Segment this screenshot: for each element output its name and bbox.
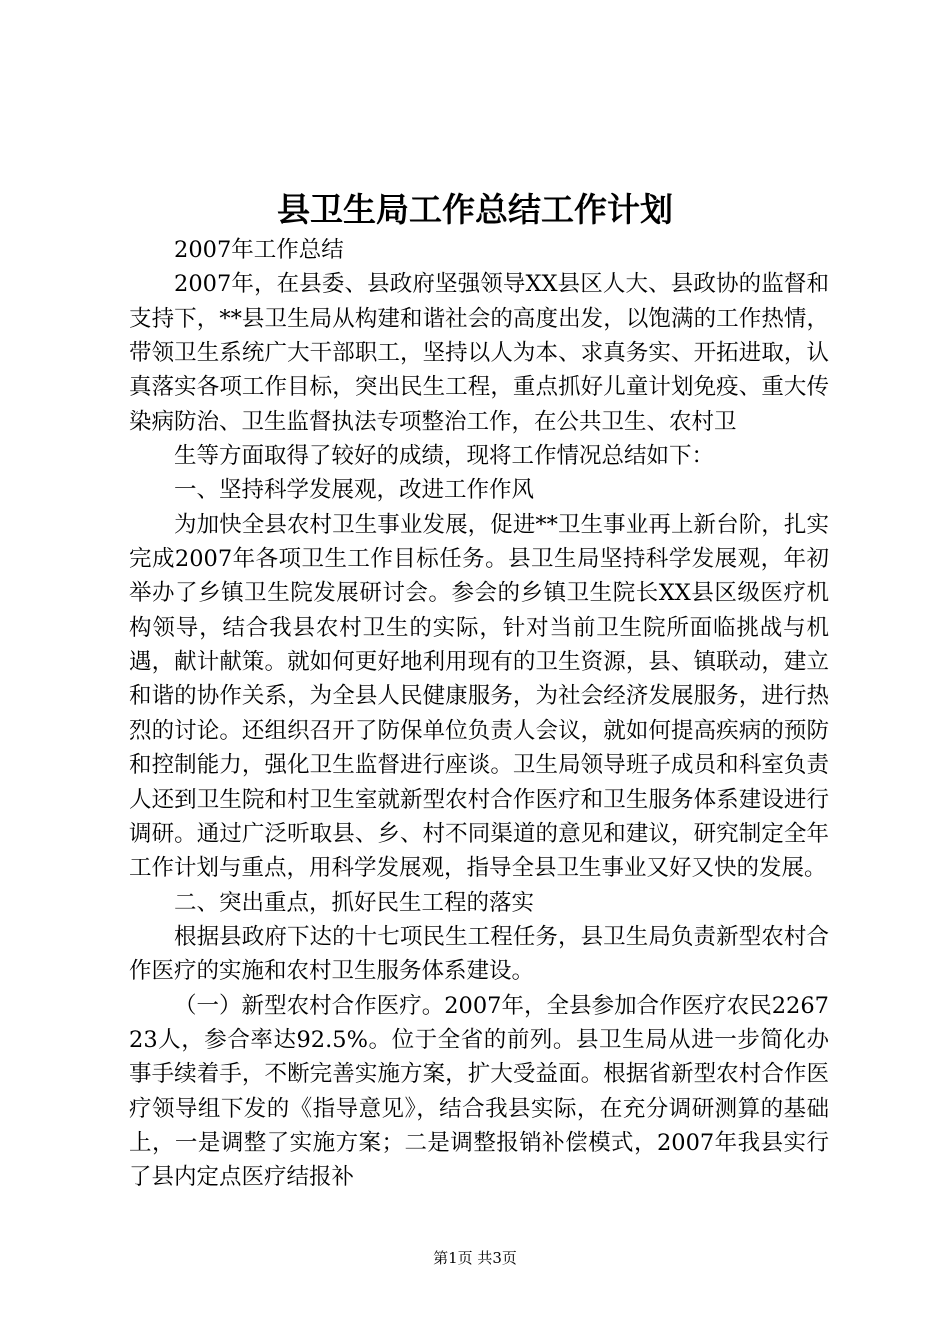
section-heading-2: 二、突出重点，抓好民生工程的落实 bbox=[174, 889, 535, 916]
paragraph-section-2: 根据县政府下达的十七项民生工程任务，县卫生局负责新型农村合作医疗的实施和农村卫生服务体系建设。 bbox=[129, 923, 829, 985]
paragraph-subsection-1: （一）新型农村合作医疗。2007年，全县参加合作医疗农民226723人，参合率达92.5%。位于全省的前列。县卫生局从进一步简化办事手续着手，不断完善实施方案，扩大受益面。根据省新型农村合作医疗领导组下发的《指导意见》，结合我县实际，在充分调研测算的基础上，一是调整了实施方案；二是调整报销补偿模式，2007年我县实行了县内定点医疗结报补 bbox=[129, 992, 829, 1191]
section-heading-1: 一、坚持科学发展观，改进工作作风 bbox=[174, 477, 535, 504]
paragraph-intro-continued: 生等方面取得了较好的成绩，现将工作情况总结如下： bbox=[174, 443, 715, 470]
document-title: 县卫生局工作总结工作计划 bbox=[277, 190, 673, 229]
page-footer: 第1页 共3页 bbox=[433, 1249, 517, 1267]
document-body bbox=[129, 233, 829, 1195]
paragraph-heading-2007-summary: 2007年工作总结 bbox=[174, 237, 344, 263]
paragraph-intro: 2007年，在县委、县政府坚强领导XX县区人大、县政协的监督和支持下，**县卫生局从构建和谐社会的高度出发，以饱满的工作热情，带领卫生系统广大干部职工，坚持以人为本、求真务实、开拓进取，认真落实各项工作目标，突出民生工程，重点抓好儿童计划免疫、重大传染病防治、卫生监督执法专项整治工作，在公共卫生、农村卫 bbox=[129, 271, 829, 435]
paragraph-section-1: 为加快全县农村卫生事业发展，促进**卫生事业再上新台阶，扎实完成2007年各项卫生工作目标任务。县卫生局坚持科学发展观，年初举办了乡镇卫生院发展研讨会。参会的乡镇卫生院长XX县区级医疗机构领导，结合我县农村卫生的实际，针对当前卫生院所面临挑战与机遇，献计献策。就如何更好地利用现有的卫生资源，县、镇联动，建立和谐的协作关系，为全县人民健康服务，为社会经济发展服务，进行热烈的讨论。还组织召开了防保单位负责人会议，就如何提高疾病的预防和控制能力，强化卫生监督进行座谈。卫生局领导班子成员和科室负责人还到卫生院和村卫生室就新型农村合作医疗和卫生服务体系建设进行调研。通过广泛听取县、乡、村不同渠道的意见和建议，研究制定全年工作计划与重点，用科学发展观，指导全县卫生事业又好又快的发展。 bbox=[129, 511, 829, 882]
